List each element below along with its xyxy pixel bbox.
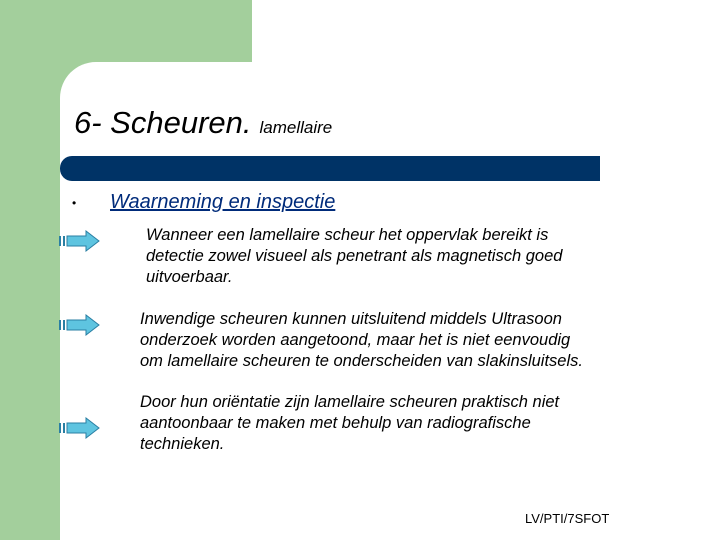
slide-title-sub: lamellaire [259, 118, 333, 137]
paragraph-line: Wanneer een lamellaire scheur het oppervlak bereikt is [146, 226, 549, 244]
paragraph-line: technieken. [140, 435, 225, 453]
title-divider-bar [60, 156, 600, 181]
paragraph-line: onderzoek worden aangetoond, maar het is niet eenvoudig [140, 331, 571, 349]
slide-title [74, 104, 332, 141]
paragraph-surface-detection [146, 225, 686, 288]
paragraph-line: Inwendige scheuren kunnen uitsluitend middels Ultrasoon [140, 310, 562, 328]
paragraph-internal-cracks [140, 309, 700, 372]
paragraph-line: Door hun oriëntatie zijn lamellaire scheuren praktisch niet [140, 393, 560, 411]
bullet-dot: • [72, 196, 77, 210]
arrow-right-icon [58, 230, 100, 252]
paragraph-line: om lamellaire scheuren te onderscheiden van slakinsluitsels. [140, 352, 583, 370]
paragraph-line: uitvoerbaar. [146, 268, 233, 286]
paragraph-radiography [140, 392, 700, 455]
arrow-right-icon [58, 314, 100, 336]
green-left-strip [0, 0, 60, 540]
paragraph-line: detectie zowel visueel als penetrant als magnetisch goed [146, 247, 563, 265]
slide-title-main: 6- Scheuren. [74, 105, 252, 140]
arrow-right-icon [58, 417, 100, 439]
slide-footer: LV/PTI/7SFOT [525, 511, 610, 526]
paragraph-line: aantoonbaar te maken met behulp van radiografische [140, 414, 531, 432]
section-heading: Waarneming en inspectie [110, 191, 336, 213]
